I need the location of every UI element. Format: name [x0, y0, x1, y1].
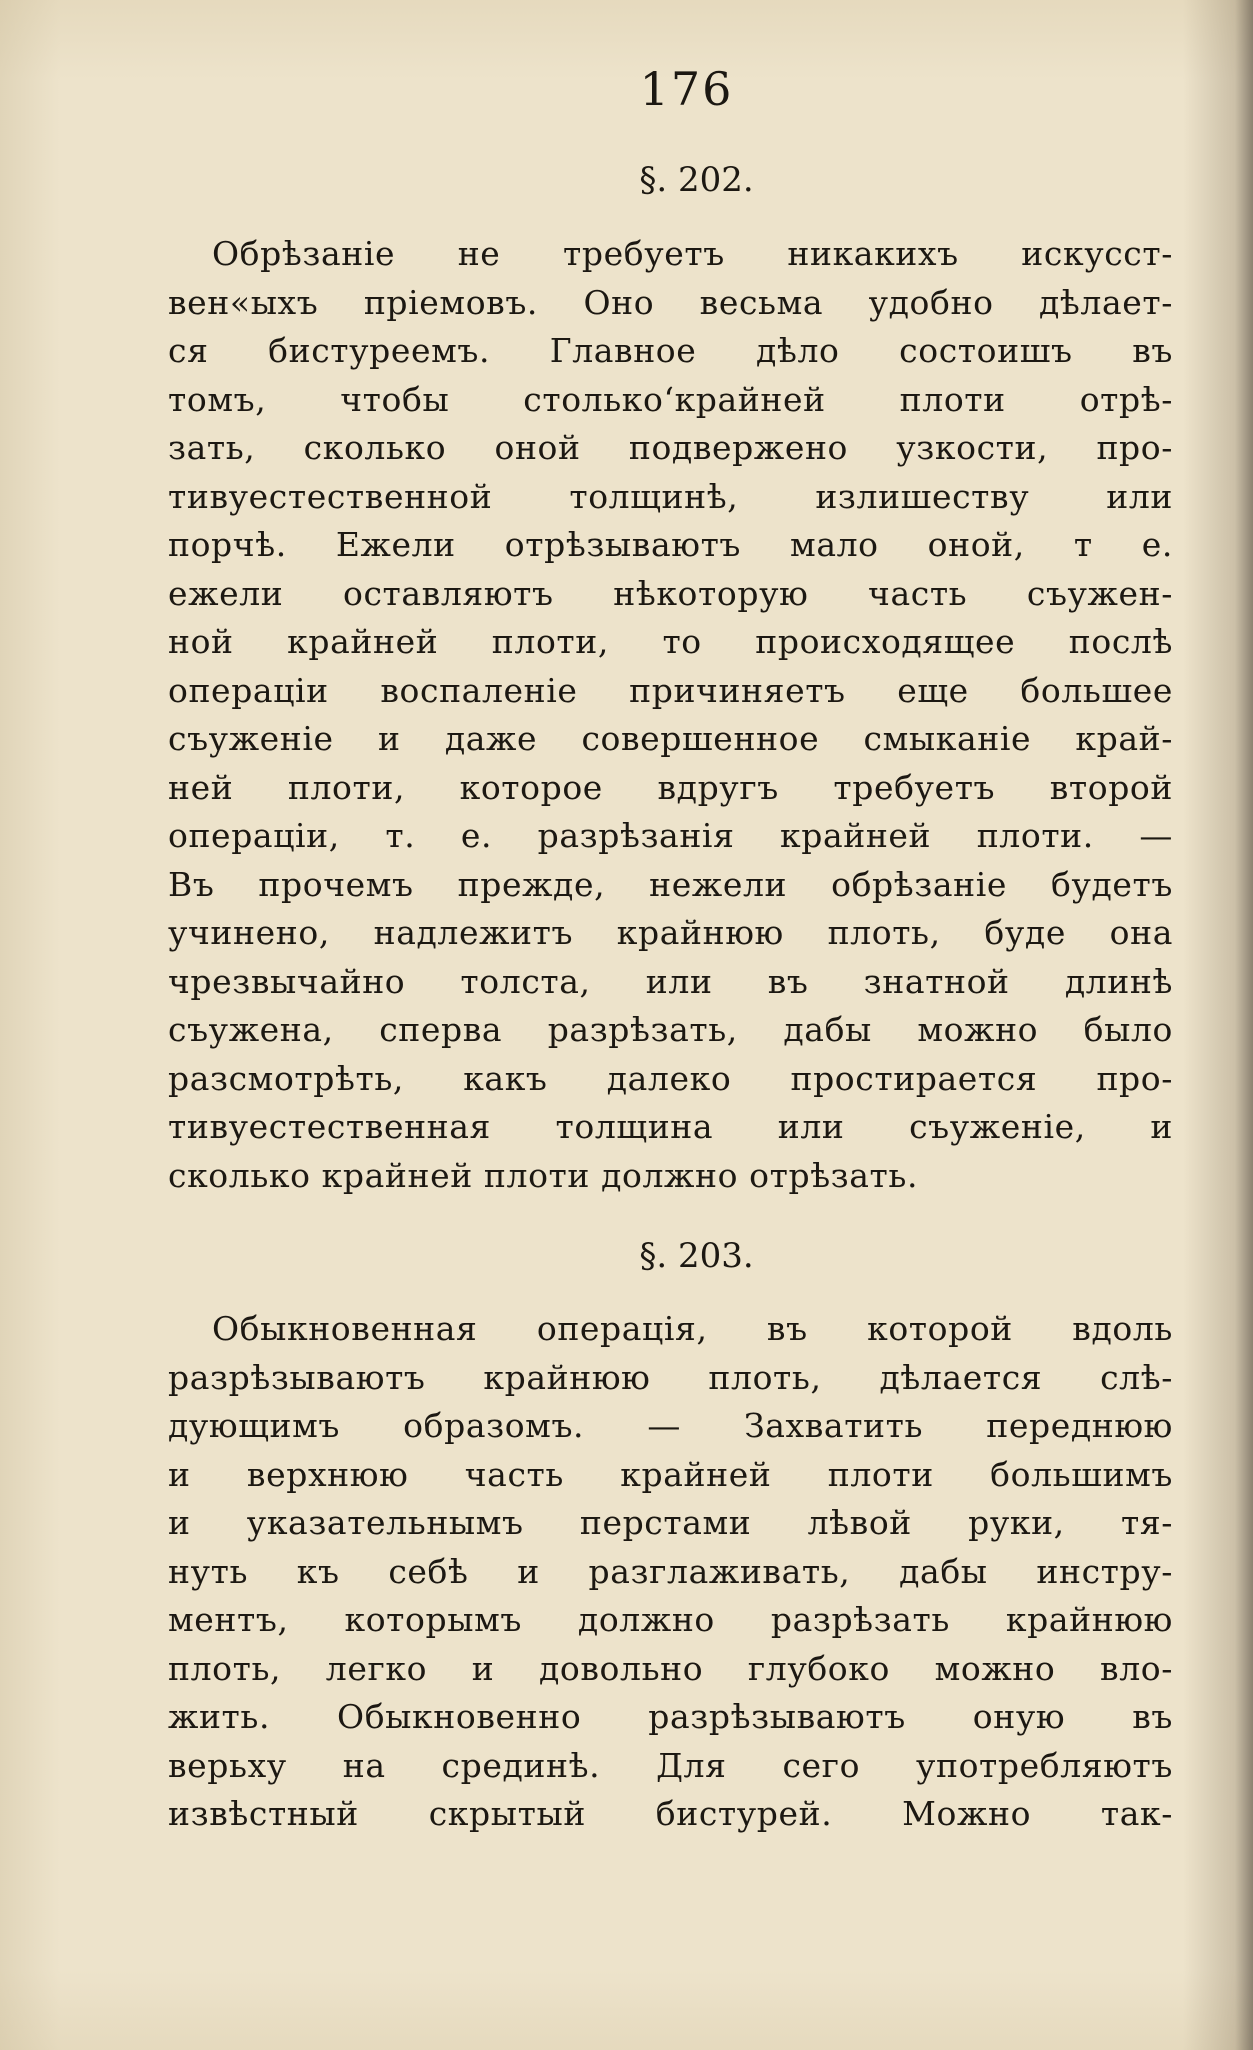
section-heading: §. 202. [639, 160, 754, 200]
text-line: жить. Обыкновенно разрѣзываютъ оную въ [168, 1697, 1173, 1736]
text-line: ней плоти, которое вдругъ требуетъ второй [168, 767, 1173, 807]
text-line: съуженіе и даже совершенное смыканіе край- [168, 719, 1173, 758]
text-line: извѣстный скрытый бистурей. Можно так- [168, 1794, 1173, 1833]
text-line: зать, сколько оной подвержено узкости, про- [168, 428, 1173, 467]
section-paragraph [168, 1305, 1173, 1839]
text-line: разсмотрѣть, какъ далеко простирается про- [168, 1058, 1173, 1098]
text-line: тивуестественной толщинѣ, излишеству или [168, 476, 1173, 516]
text-line: Обрѣзаніе не требуетъ никакихъ искусст- [212, 234, 1173, 273]
text-line: порчѣ. Ежели отрѣзываютъ мало оной, т е. [168, 525, 1173, 564]
text-line: Обыкновенная операція, въ которой вдоль [212, 1309, 1173, 1348]
text-line: вен«ыхъ пріемовъ. Оно весьма удобно дѣлает- [168, 282, 1173, 322]
text-line: верьху на срединѣ. Для сего употребляютъ [168, 1745, 1173, 1785]
text-line: сколько крайней плоти должно отрѣзать. [168, 1155, 919, 1195]
text-line: плоть, легко и довольно глубоко можно вло- [168, 1648, 1173, 1688]
text-line: ментъ, которымъ должно разрѣзать крайнюю [168, 1600, 1173, 1639]
section-paragraph [168, 230, 1173, 1200]
page-number: 176 [639, 62, 734, 116]
text-line: операціи, т. е. разрѣзанія крайней плоти. — [168, 816, 1173, 855]
text-line: операціи воспаленіе причиняетъ еще большее [168, 670, 1173, 710]
text-line: нуть къ себѣ и разглаживать, дабы инстру- [168, 1551, 1173, 1591]
text-line: дующимъ образомъ. — Захватить переднюю [168, 1406, 1173, 1445]
text-line: съужена, сперва разрѣзать, дабы можно было [168, 1010, 1173, 1049]
text-line: тивуестественная толщина или съуженіе, и [168, 1107, 1173, 1146]
text-line: ной крайней плоти, то происходящее послѣ [168, 622, 1173, 661]
text-line: Въ прочемъ прежде, нежели обрѣзаніе будетъ [168, 864, 1173, 904]
text-line: чрезвычайно толста, или въ знатной длинѣ [168, 961, 1173, 1001]
text-line: и указательнымъ перстами лѣвой руки, тя- [168, 1503, 1173, 1542]
text-line: учинено, надлежитъ крайнюю плоть, буде она [168, 913, 1173, 952]
text-line: ежели оставляютъ нѣкоторую часть съужен- [168, 573, 1173, 613]
text-line: томъ, чтобы столько‘крайней плоти отрѣ- [168, 379, 1173, 419]
text-line: и верхнюю часть крайней плоти большимъ [168, 1454, 1173, 1494]
section-heading: §. 203. [639, 1236, 754, 1276]
text-line: ся бистуреемъ. Главное дѣло состоишъ въ [168, 331, 1173, 370]
text-line: разрѣзываютъ крайнюю плоть, дѣлается слѣ- [168, 1357, 1173, 1397]
